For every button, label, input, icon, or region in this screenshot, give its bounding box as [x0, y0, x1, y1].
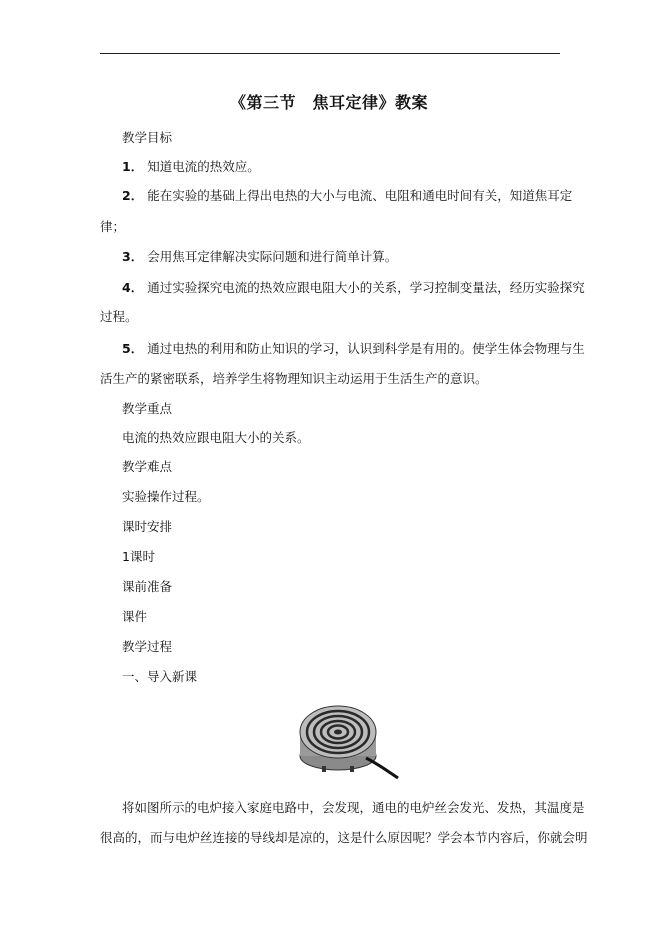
intro-paragraph-line-1: 将如图所示的电炉接入家庭电路中，会发现，通电的电炉丝会发光、发热，其温度是: [122, 800, 585, 815]
objective-continuation: 过程。: [100, 309, 138, 324]
intro-heading: 一、导入新课: [122, 669, 198, 684]
objective-number: 5．: [122, 341, 144, 356]
objective-text: 能在实验的基础上得出电热的大小与电流、电阻和通电时间有关，知道焦耳定: [147, 188, 573, 203]
schedule-text: 1课时: [122, 549, 155, 564]
key-heading: 教学重点: [122, 401, 173, 416]
objective-number: 4．: [122, 280, 144, 295]
objective-item-4: [122, 278, 585, 296]
objective-text: 会用焦耳定律解决实际问题和进行简单计算。: [147, 249, 398, 264]
prep-heading: 课前准备: [122, 579, 173, 594]
objective-number: 1．: [122, 159, 144, 174]
objective-continuation: 活生产的紧密联系，培养学生将物理知识主动运用于生活生产的意识。: [100, 371, 488, 386]
intro-paragraph-line-2: 很高的，而与电炉丝连接的导线却是凉的，这是什么原因呢？学会本节内容后，你就会明: [100, 830, 588, 845]
header-rule: [100, 53, 560, 54]
electric-stove-image: [288, 692, 400, 784]
difficulty-text: 实验操作过程。: [122, 489, 210, 504]
process-heading: 教学过程: [122, 639, 173, 654]
key-text: 电流的热效应跟电阻大小的关系。: [122, 430, 310, 445]
objective-text: 通过实验探究电流的热效应跟电阻大小的关系，学习控制变量法，经历实验探究: [147, 280, 585, 295]
objective-number: 3．: [122, 249, 144, 264]
objective-continuation: 律；: [100, 219, 126, 234]
objective-item-5: [122, 339, 585, 357]
prep-text: 课件: [122, 609, 148, 624]
difficulty-heading: 教学难点: [122, 459, 173, 474]
objective-item-3: [122, 247, 582, 265]
objective-number: 2．: [122, 188, 144, 203]
objective-text: 通过电热的利用和防止知识的学习，认识到科学是有用的。使学生体会物理与生: [147, 341, 585, 356]
objective-text: 知道电流的热效应。: [147, 159, 260, 174]
objectives-heading: 教学目标: [122, 130, 173, 145]
page-title: 《第三节 焦耳定律》教案: [229, 93, 428, 112]
objective-item-2: [122, 186, 582, 204]
schedule-heading: 课时安排: [122, 519, 173, 534]
objective-item-1: [122, 157, 582, 175]
